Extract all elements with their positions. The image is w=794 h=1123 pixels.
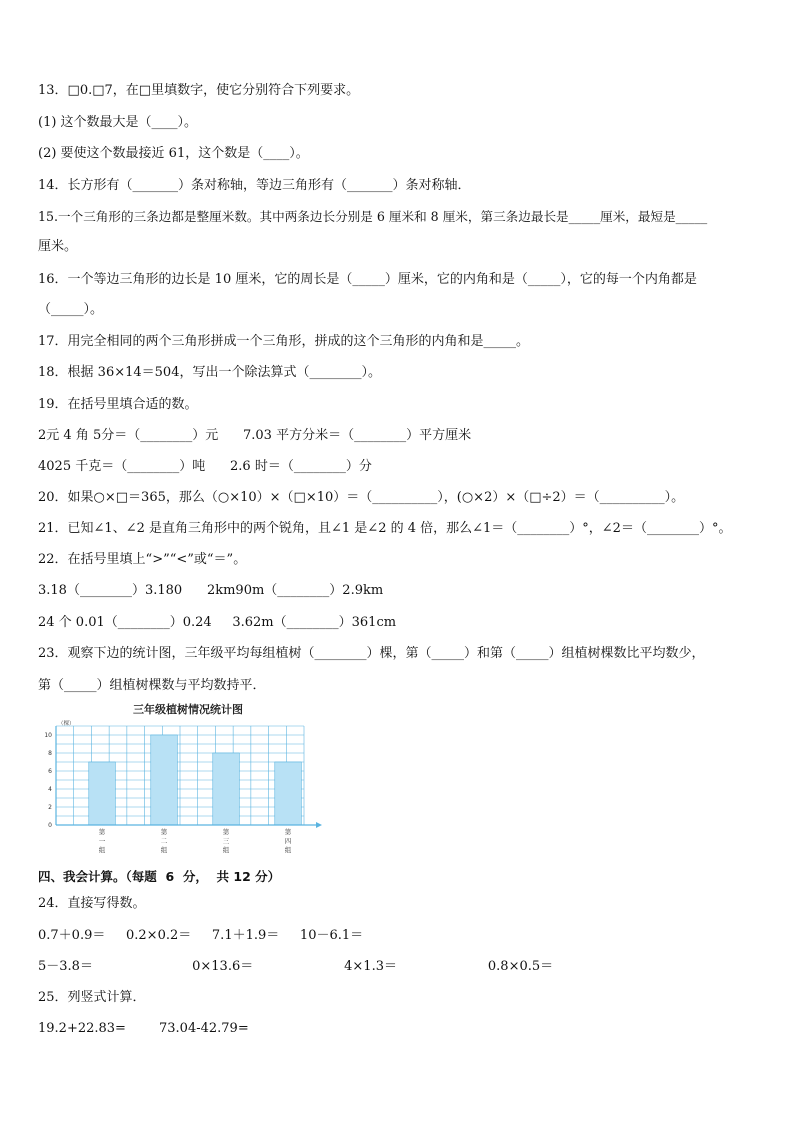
q19-row2: 4025 千克＝（________）吨 2.6 时＝（________）分 [38, 459, 372, 474]
q24-text: 24．直接写得数。 [38, 896, 146, 911]
q25-row1: 19.2+22.83= 73.04-42.79= [38, 1021, 249, 1036]
y-tick-label: 4 [48, 786, 52, 793]
x-tick-label: 组 [222, 846, 230, 854]
x-tick-label: 组 [160, 846, 168, 854]
q19-row1: 2元 4 角 5分＝（________）元 7.03 平方分米＝（________）平方厘米 [38, 428, 472, 443]
q24-row2: 5－3.8＝ 0×13.6＝ 4×1.3＝ 0.8×0.5＝ [38, 959, 554, 974]
x-tick-label: 第 [98, 828, 106, 836]
y-tick-label: 8 [48, 750, 52, 757]
x-tick-label: 第 [284, 828, 292, 836]
bar [213, 753, 240, 825]
q15-text: 15.一个三角形的三条边都是整厘米数。其中两条边长分别是 6 厘米和 8 厘米，第三条边最长是_____厘米，最短是_____ [38, 209, 708, 224]
bar [89, 762, 116, 825]
q13-text: 13．□0.□7，在□里填数字，使它分别符合下列要求。 [38, 83, 360, 98]
y-tick-label: 2 [48, 804, 52, 811]
q13-part2: (2) 要使这个数最接近 61，这个数是（____）。 [38, 146, 309, 161]
chart-title: 三年级植树情况统计图 [133, 703, 243, 716]
q25-text: 25．列竖式计算． [38, 990, 146, 1005]
q16-text-cont: （_____）。 [38, 302, 104, 317]
y-tick-label: 6 [48, 768, 52, 775]
q22-row1: 3.18（________）3.180 2km90m（________）2.9km [38, 583, 384, 598]
x-tick-label: 组 [98, 846, 106, 854]
x-tick-label: 四 [284, 837, 292, 845]
x-tick-label: 二 [160, 837, 168, 845]
x-tick-label: 三 [222, 837, 230, 845]
y-axis-label: （棵） [58, 721, 75, 727]
bar-chart-svg [38, 700, 338, 865]
section-4-heading: 四、我会计算。（每题 6 分， 共 12 分） [38, 869, 281, 884]
y-tick-label: 10 [44, 732, 52, 739]
x-tick-label: 第 [160, 828, 168, 836]
q17-text: 17．用完全相同的两个三角形拼成一个三角形，拼成的这个三角形的内角和是_____。 [38, 334, 530, 349]
q24-row1: 0.7＋0.9＝ 0.2×0.2＝ 7.1＋1.9＝ 10－6.1＝ [38, 928, 364, 943]
x-tick-label: 一 [98, 837, 106, 845]
bar [151, 735, 178, 825]
q14-text: 14．长方形有（_______）条对称轴，等边三角形有（_______）条对称轴． [38, 178, 471, 193]
q15-text-cont: 厘米。 [38, 239, 78, 254]
q20-text: 20．如果○×□＝365，那么（○×10）×（□×10）＝（__________），(○×2）×（□÷2）＝（__________）。 [38, 490, 685, 505]
x-axis-arrow [316, 822, 322, 828]
q16-text: 16．一个等边三角形的边长是 10 厘米，它的周长是（_____）厘米，它的内角和是（_____），它的每一个内角都是 [38, 272, 697, 287]
q22-row2: 24 个 0.01（________）0.24 3.62m（________）361cm [38, 615, 397, 630]
tree-planting-chart [38, 700, 338, 865]
x-tick-label: 组 [284, 846, 292, 854]
q18-text: 18．根据 36×14＝504，写出一个除法算式（________）。 [38, 365, 381, 380]
q13-part1: (1) 这个数最大是（____）。 [38, 115, 198, 130]
q21-text: 21．已知∠1、∠2 是直角三角形中的两个锐角，且∠1 是∠2 的 4 倍，那么∠1＝（________）°，∠2＝（________）°。 [38, 521, 732, 536]
q23-text: 23．观察下边的统计图，三年级平均每组植树（________）棵，第（_____）和第（_____）组植树棵数比平均数少， [38, 646, 705, 661]
q23-text-cont: 第（_____）组植树棵数与平均数持平． [38, 678, 266, 693]
y-tick-label: 0 [48, 822, 52, 829]
bar [275, 762, 302, 825]
x-tick-label: 第 [222, 828, 230, 836]
q22-text: 22．在括号里填上“>”“<”或“＝”。 [38, 552, 247, 567]
q19-text: 19．在括号里填合适的数。 [38, 397, 198, 412]
